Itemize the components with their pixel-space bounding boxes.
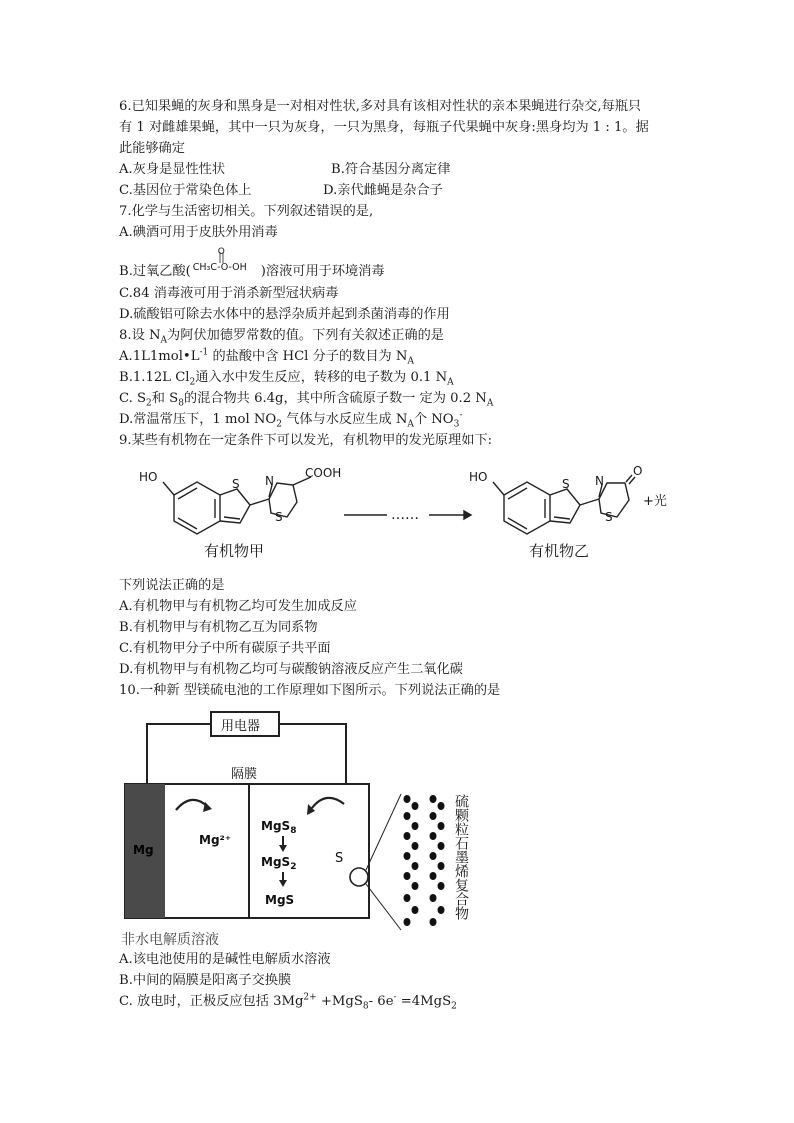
device-label: 用电器 (221, 719, 261, 734)
q8-c-sub3: A (486, 398, 494, 409)
mgs8-sub: 8 (290, 826, 297, 836)
q8-a-sub: A (407, 356, 414, 367)
q7-option-c: C.84 消毒液可用于消杀新型冠状病毒 (119, 286, 339, 301)
mol2-s-thiazoline: S (605, 510, 613, 524)
q8-stem-pre: 8.设 N (119, 328, 161, 343)
q8-c-sub1: 2 (146, 398, 152, 409)
q8-d-sub1: 2 (276, 419, 282, 430)
mg-label: Mg (133, 843, 154, 857)
luciferin-reaction-figure (119, 455, 689, 575)
membrane-label: 隔膜 (231, 767, 258, 782)
q8-c-sub2: 8 (178, 398, 184, 409)
q6-option-d: D.亲代雌蝇是杂合子 (323, 183, 443, 198)
mol1-label: 有机物甲 (204, 542, 265, 560)
electrolyte-label: 非水电解质溶液 (121, 932, 219, 946)
q8-a-part1: A.1L1mol (119, 349, 183, 364)
q7-option-b-suffix: )溶液可用于环境消毒 (260, 264, 385, 279)
q10-c-part2: +MgS (316, 994, 363, 1009)
q7-option-b (119, 247, 385, 282)
q7-option-a: A.碘酒可用于皮肤外用消毒 (119, 225, 278, 240)
light-text: +光 (643, 494, 667, 509)
mol1-s-thiazoline: S (275, 510, 283, 524)
q9-option-b: B.有机物甲与有机物乙互为同系物 (119, 620, 318, 635)
mg-s-battery-figure (119, 704, 489, 946)
mol1-n: N (265, 474, 274, 488)
q7-stem: 7.化学与生活密切相关。下列叙述错误的是, (119, 204, 374, 219)
arrow-dots: …… (391, 507, 419, 523)
q9-stem: 9.某些有机物在一定条件下可以发光，有机物甲的发光原理如下: (119, 433, 493, 448)
mol1-benzene-ring (174, 482, 220, 534)
q10-c-part3: - 6e (368, 994, 394, 1009)
q6-options-row1 (119, 160, 451, 180)
q10-option-c (119, 992, 457, 1012)
q8-d-part2: 气体与水反应生成 N (281, 412, 408, 427)
q10-c-sup1: 2+ (303, 992, 317, 1003)
q8-a-part2: •L (182, 349, 200, 364)
q8-c-part3: 的混合物共 6.4g，其中所含硫原子数一 定为 0.2 N (183, 391, 487, 406)
q6-option-b: B.符合基因分离定律 (331, 162, 451, 177)
mol1-ho: HO (139, 470, 158, 484)
q8-b-part2: 通入水中发生反应，转移的电子数为 0.1 N (195, 370, 448, 385)
q8-d-sup: - (459, 410, 463, 421)
carbonyl-oxygen: O (217, 247, 225, 257)
q8-option-d (119, 410, 462, 430)
mol2-s-thiophene: S (562, 477, 570, 491)
q9-question: 下列说法正确的是 (119, 578, 225, 593)
q8-option-c (119, 389, 493, 409)
mol1-s-thiophene: S (232, 477, 240, 491)
q10-c-part4: =4MgS (396, 994, 452, 1009)
mol2-n: N (595, 474, 604, 488)
q10-c-sub2: 2 (451, 1001, 457, 1012)
q8-b-part1: B.1.12L Cl (119, 370, 190, 385)
q10-c-part1: C. 放电时，正极反应包括 3Mg (119, 994, 304, 1009)
mgs8-label (261, 819, 296, 836)
q10-option-a: A.该电池使用的是碱性电解质水溶液 (119, 952, 331, 967)
q8-stem-post: 为阿伏加德罗常数的值。下列有关叙述正确的是 (167, 328, 444, 343)
mgs2-label (261, 855, 296, 872)
q8-stem-sub: A (160, 335, 168, 346)
q10-option-b: B.中间的隔膜是阳离子交换膜 (119, 973, 292, 988)
mol1-cooh: COOH (305, 466, 342, 480)
q6-stem-line3: 此能够确定 (119, 141, 185, 156)
magnifier-circle (350, 868, 368, 886)
q8-d-part1: D.常温常压下，1 mol NO (119, 412, 277, 427)
q9-option-a: A.有机物甲与有机物乙均可发生加成反应 (119, 599, 357, 614)
q8-option-b (119, 368, 454, 388)
q9-option-c: C.有机物甲分子中所有碳原子共平面 (119, 641, 331, 656)
q6-stem-line1: 6.已知果蝇的灰身和黑身是一对相对性状,多对具有该相对性状的亲本果蝇进行杂交,每瓶只 (119, 99, 642, 114)
q8-d-sub2: A (407, 419, 414, 430)
q9-option-d: D.有机物甲与有机物乙均可与碳酸钠溶液反应产生二氧化碳 (119, 662, 463, 677)
sulfur-particles (404, 795, 445, 926)
q8-c-part1: C. S (119, 391, 147, 406)
q10-c-sub1: 8 (362, 1001, 369, 1012)
q7-option-b-prefix: B.过氧乙酸( (119, 264, 191, 279)
q7-option-d: D.硫酸铝可除去水体中的悬浮杂质并起到杀菌消毒的作用 (119, 307, 450, 322)
composite-label: 硫颗粒石墨烯复合物 (453, 794, 469, 920)
q8-b-sub1: 2 (189, 377, 196, 388)
q6-stem-line2: 有 1 对雌雄果蝇，其中一只为灰身，一只为黑身，每瓶子代果蝇中灰身:黑身均为 1 : 1。据 (119, 120, 649, 135)
q10-stem: 10.一种新 型镁硫电池的工作原理如下图所示。下列说法正确的是 (119, 683, 501, 698)
q8-a-sup: -1 (199, 347, 209, 358)
mol2-label: 有机物乙 (529, 542, 590, 560)
mgs-label: MgS (265, 893, 295, 907)
q8-d-part3: 个 NO (413, 412, 454, 427)
q6-option-a: A.灰身是显性性状 (119, 162, 226, 177)
q8-a-part3: 的盐酸中含 HCl 分子的数目为 N (208, 349, 408, 364)
q8-d-sub3: 3 (453, 419, 460, 430)
mol2-ketone-o: O (633, 464, 643, 478)
q10-c-sup2: - (393, 992, 397, 1003)
q8-b-sub2: A (447, 377, 454, 388)
peracetic-acid-text: CH₃C-O-OH (192, 262, 247, 273)
q6-options-row2 (119, 181, 443, 201)
mg-ion-label: Mg²⁺ (199, 833, 232, 847)
mol2-ho: HO (469, 470, 488, 484)
q8-option-a (119, 347, 414, 367)
peracetic-acid-formula (191, 247, 261, 275)
q8-stem (119, 326, 444, 346)
q6-option-c: C.基因位于常染色体上 (119, 183, 252, 198)
mgs8-text: MgS (261, 819, 291, 833)
sulfur-label: S (335, 851, 344, 866)
mgs2-text: MgS (261, 855, 291, 869)
mol2-benzene-ring (504, 482, 550, 534)
mgs2-sub: 2 (290, 862, 297, 872)
q8-c-part2: 和 S (151, 391, 179, 406)
